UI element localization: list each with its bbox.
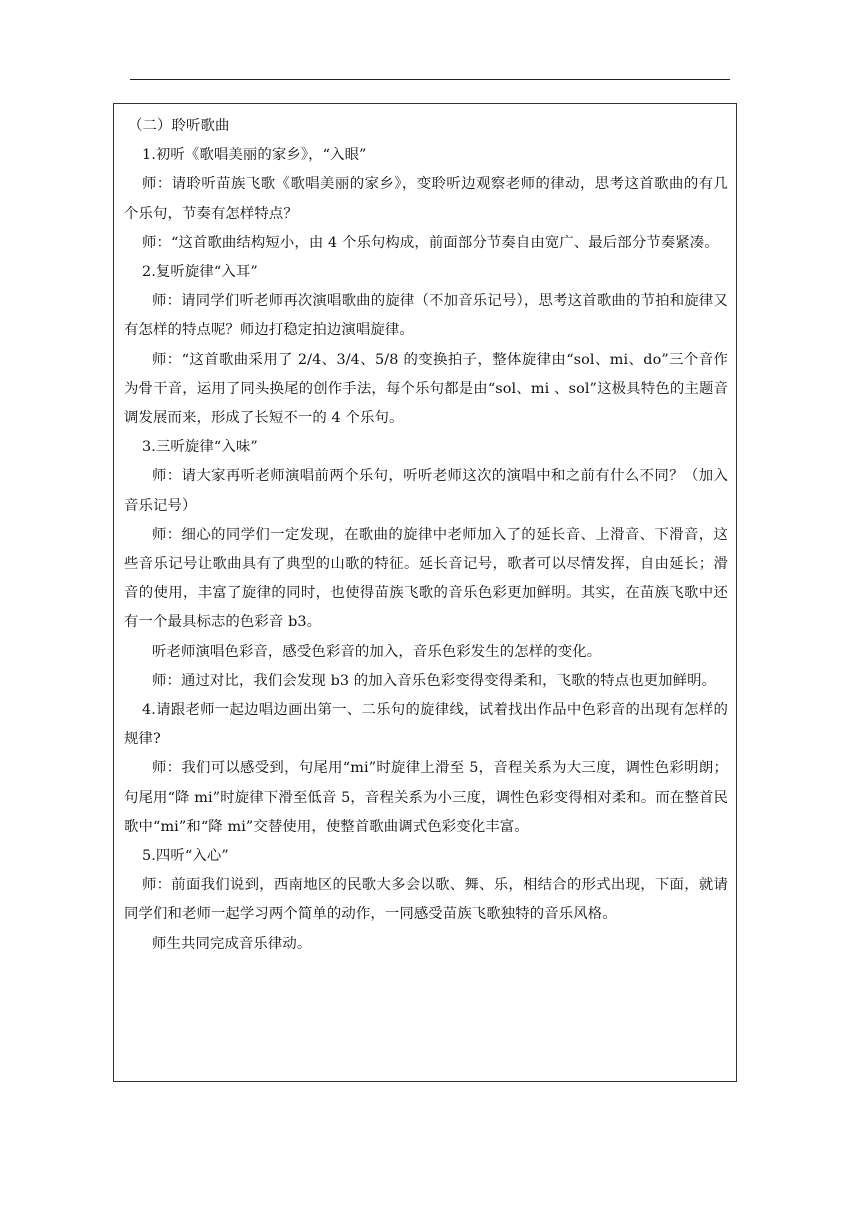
step-5-heading: 5.四听“入心” bbox=[142, 848, 229, 865]
step-3-heading: 3.三听旋律“入味” bbox=[142, 439, 258, 456]
header-rule bbox=[130, 79, 730, 80]
step-1-teacher-prompt: 师：请聆听苗族飞歌《歌唱美丽的家乡》，变聆听边观察老师的律动，思考这首歌曲的有几个乐句，节奏有怎样特点？ bbox=[124, 176, 728, 222]
step-4-teacher-answer: 师：我们可以感受到，句尾用“mi”时旋律上滑至 5，音程关系为大三度，调性色彩明朗；句尾用“降 mi”时旋律下滑至低音 5，音程关系为小三度，调性色彩变得相对柔和。而在整首民歌中“mi”和“降 mi”交替使用，使整首歌曲调式色彩变化丰富。 bbox=[124, 760, 728, 835]
step-5-activity: 师生共同完成音乐律动。 bbox=[152, 935, 312, 952]
step-5-teacher-prompt: 师：前面我们说到，西南地区的民歌大多会以歌、舞、乐，相结合的形式出现，下面，就请同学们和老师一起学习两个简单的动作，一同感受苗族飞歌独特的音乐风格。 bbox=[124, 877, 728, 923]
section-heading: （二）聆听歌曲 bbox=[128, 118, 230, 134]
step-3-teacher-explain: 师：细心的同学们一定发现，在歌曲的旋律中老师加入了的延长音、上滑音、下滑音，这些音乐记号让歌曲具有了典型的山歌的特征。延长音记号，歌者可以尽情发挥，自由延长；滑音的使用，丰富了旋律的同时，也使得苗族飞歌的音乐色彩更加鲜明。其实，在苗族飞歌中还有一个最具标志的色彩音 b3。 bbox=[124, 526, 728, 631]
step-3-teacher-prompt: 师：请大家再听老师演唱前两个乐句，听听老师这次的演唱中和之前有什么不同？（加入音乐记号） bbox=[124, 468, 728, 514]
step-3-activity: 听老师演唱色彩音，感受色彩音的加入，音乐色彩发生的怎样的变化。 bbox=[152, 643, 602, 660]
lesson-plan-content-box bbox=[113, 103, 737, 1082]
step-3-teacher-summary: 师：通过对比，我们会发现 b3 的加入音乐色彩变得变得柔和，飞歌的特点也更加鲜明。 bbox=[152, 672, 717, 689]
step-1-teacher-answer: 师：“这首歌曲结构短小，由 4 个乐句构成，前面部分节奏自由宽广、最后部分节奏紧凑。 bbox=[142, 234, 719, 251]
step-4-heading: 4.请跟老师一起边唱边画出第一、二乐句的旋律线，试着找出作品中色彩音的出现有怎样的规律? bbox=[124, 702, 728, 748]
step-2-teacher-answer: 师：“这首歌曲采用了 2/4、3/4、5/8 的变换拍子，整体旋律由“sol、mi、do”三个音作为骨干音，运用了同头换尾的创作手法，每个乐句都是由“sol、mi 、sol”这极具特色的主题音调发展而来，形成了长短不一的 4 个乐句。 bbox=[124, 351, 728, 427]
step-2-heading: 2.复听旋律“入耳” bbox=[142, 264, 258, 281]
step-2-teacher-prompt: 师：请同学们听老师再次演唱歌曲的旋律（不加音乐记号），思考这首歌曲的节拍和旋律又有怎样的特点呢？师边打稳定拍边演唱旋律。 bbox=[124, 293, 728, 339]
step-1-heading: 1.初听《歌唱美丽的家乡》，“入眼” bbox=[142, 147, 367, 164]
